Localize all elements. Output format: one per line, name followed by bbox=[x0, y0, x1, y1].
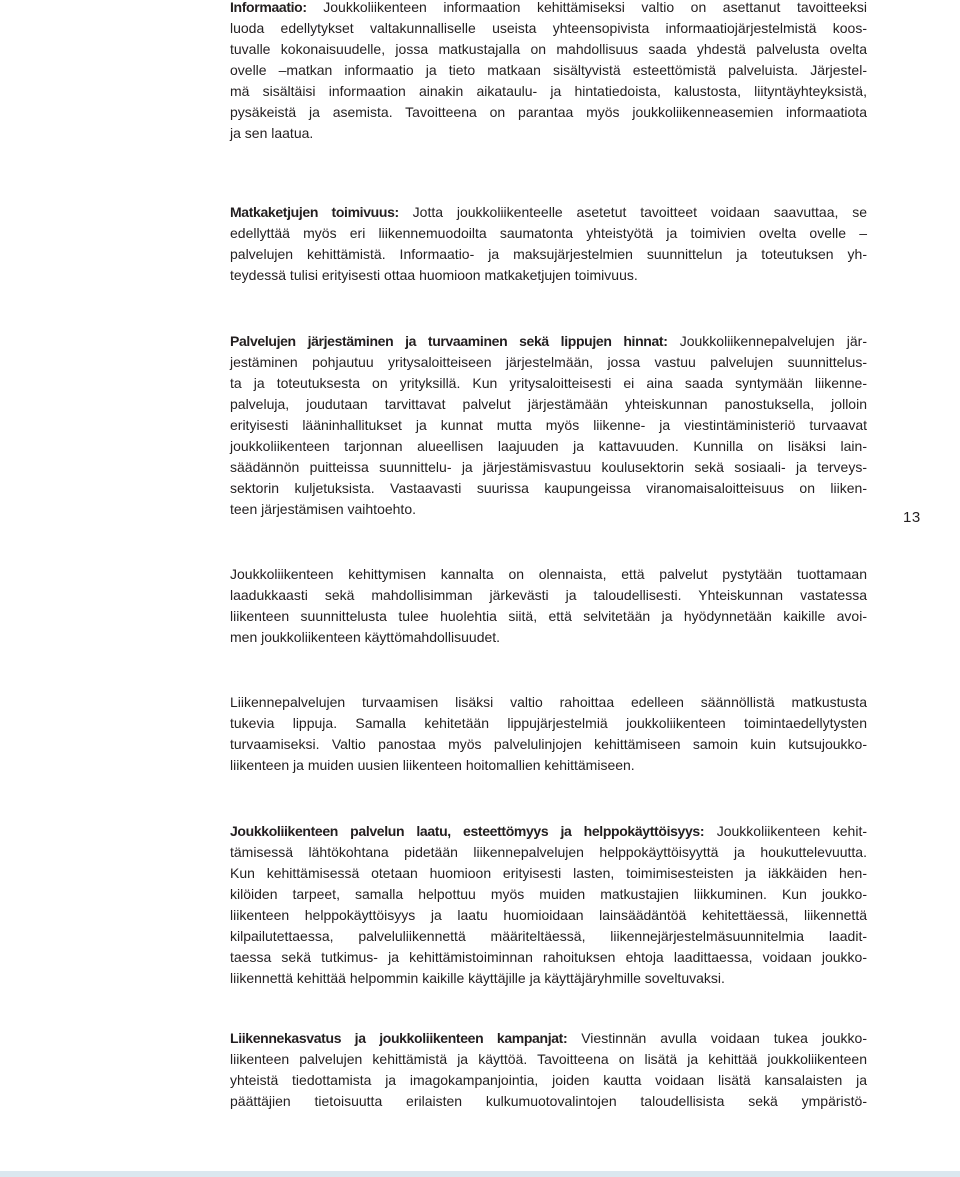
paragraph-heading: Palvelujen järjestäminen ja turvaaminen sekä lippujen hinnat: bbox=[230, 333, 668, 349]
line-text: Kun kehittämisessä otetaan huomioon erityisesti lasten, toimimisesteisten ja iäkkäiden hen- bbox=[230, 865, 867, 881]
line-text: teen järjestämisen vaihtoehto. bbox=[230, 501, 416, 517]
text-line-content bbox=[230, 907, 867, 923]
line-text: joukkoliikenteen tarjonnan alueellisen laajuuden ja kattavuuden. Kunnilla on lisäksi lain- bbox=[230, 438, 867, 454]
text-line bbox=[230, 123, 867, 144]
line-text: palveluja, joudutaan tarvittavat palvelut järjestämään yhteiskunnan panostuksella, jolloin bbox=[230, 396, 867, 412]
text-line bbox=[230, 1070, 867, 1091]
text-line bbox=[230, 606, 867, 627]
text-line-content bbox=[230, 970, 725, 986]
text-line-content bbox=[230, 823, 867, 839]
line-text: ja sen laatua. bbox=[230, 125, 314, 141]
page-number: 13 bbox=[903, 509, 921, 526]
text-line-content bbox=[230, 417, 867, 433]
line-text: liikenteen helppokäyttöisyys ja laatu huomioidaan lainsäädäntöä kehitettäessä, liikennettä bbox=[230, 907, 867, 923]
text-line bbox=[230, 331, 867, 352]
line-text: kilöiden tarpeet, samalla helpottuu myös muiden matkustajien liikkuminen. Kun joukko- bbox=[230, 886, 867, 902]
text-line bbox=[230, 884, 867, 905]
line-text: taessa sekä tutkimus- ja kehittämistoiminnan rahoituksen ehtoja laadittaessa, voidaan joukko- bbox=[230, 949, 867, 965]
line-text: turvaamiseksi. Valtio panostaa myös palvelulinjojen kehittämiseen samoin kuin kutsujoukko- bbox=[230, 736, 867, 752]
text-line bbox=[230, 863, 867, 884]
line-text: liikenteen ja muiden uusien liikenteen hoitomallien kehittämiseen. bbox=[230, 757, 635, 773]
text-line bbox=[230, 627, 867, 648]
text-line-content bbox=[230, 225, 867, 241]
text-line-content bbox=[230, 267, 638, 283]
line-text: teydessä tulisi erityisesti ottaa huomioon matkaketjujen toimivuus. bbox=[230, 267, 638, 283]
text-line bbox=[230, 1028, 867, 1049]
paragraph bbox=[230, 0, 867, 144]
text-line bbox=[230, 457, 867, 478]
text-line bbox=[230, 436, 867, 457]
text-line-content bbox=[230, 1030, 867, 1046]
text-line-content bbox=[230, 715, 867, 731]
text-line-content bbox=[230, 459, 867, 475]
text-line-content bbox=[230, 41, 867, 57]
paragraph bbox=[230, 202, 867, 286]
line-text: luoda edellytykset valtakunnalliselle useista yhteensopivista informaatiojärjestelmistä koos- bbox=[230, 20, 867, 36]
text-line-content bbox=[230, 375, 867, 391]
paragraph-heading: Liikennekasvatus ja joukkoliikenteen kampanjat: bbox=[230, 1030, 568, 1046]
text-line bbox=[230, 499, 867, 520]
text-line bbox=[230, 60, 867, 81]
line-text: liikennettä kehittää helpommin kaikille käyttäjille ja käyttäjäryhmille soveltuvaksi. bbox=[230, 970, 725, 986]
text-line bbox=[230, 81, 867, 102]
text-line-content bbox=[230, 438, 867, 454]
text-line-content bbox=[230, 246, 867, 262]
text-line-content bbox=[230, 694, 867, 710]
paragraph-heading: Joukkoliikenteen palvelun laatu, esteettömyys ja helppokäyttöisyys: bbox=[230, 823, 705, 839]
text-line-content bbox=[230, 0, 867, 15]
text-line-content bbox=[230, 757, 635, 773]
text-line bbox=[230, 585, 867, 606]
paragraph bbox=[230, 331, 867, 520]
line-text: Joukkoliikenteen informaation kehittämiseksi valtio on asettanut tavoitteeksi bbox=[323, 0, 867, 15]
text-line-content bbox=[230, 396, 867, 412]
line-text: päättäjien tietoisuutta erilaisten kulkumuotovalintojen taloudellisista sekä ympäristö- bbox=[230, 1093, 867, 1109]
text-line bbox=[230, 968, 867, 989]
text-line bbox=[230, 373, 867, 394]
line-text: liikenteen suunnittelusta tulee huolehtia siitä, että selvitetään ja hyödynnetään kaikille avoi- bbox=[230, 608, 867, 624]
text-line-content bbox=[230, 1093, 867, 1109]
line-text: Jotta joukkoliikenteelle asetetut tavoitteet voidaan saavuttaa, se bbox=[412, 204, 867, 220]
text-line bbox=[230, 755, 867, 776]
text-line-content bbox=[230, 354, 867, 370]
footer-strip bbox=[0, 1171, 960, 1177]
text-line bbox=[230, 39, 867, 60]
line-text: jestäminen pohjautuu yritysaloitteiseen järjestelmään, jossa vastuu palvelujen suunnittelus- bbox=[230, 354, 867, 370]
text-line-content bbox=[230, 587, 867, 603]
text-line-content bbox=[230, 480, 867, 496]
line-text: Joukkoliikennepalvelujen jär- bbox=[679, 333, 867, 349]
text-line bbox=[230, 905, 867, 926]
text-line bbox=[230, 394, 867, 415]
paragraph bbox=[230, 821, 867, 989]
text-line bbox=[230, 265, 867, 286]
text-line-content bbox=[230, 333, 867, 349]
text-line bbox=[230, 202, 867, 223]
paragraph bbox=[230, 692, 867, 776]
text-line bbox=[230, 842, 867, 863]
text-line-content bbox=[230, 104, 867, 120]
text-line-content bbox=[230, 886, 867, 902]
line-text: yhteistä tiedottamista ja imagokampanjointia, joiden kautta voidaan lisätä kansalaisten ja bbox=[230, 1072, 867, 1088]
line-text: sektorin kuljetuksista. Vastaavasti suurissa kaupungeissa viranomaisaloitteisuus on liiken- bbox=[230, 480, 867, 496]
line-text: Joukkoliikenteen kehit- bbox=[716, 823, 867, 839]
text-line bbox=[230, 947, 867, 968]
line-text: laadukkaasti sekä mahdollisimman järkevästi ja taloudellisesti. Yhteiskunnan vastatessa bbox=[230, 587, 867, 603]
text-line-content bbox=[230, 204, 867, 220]
line-text: erityisesti lääninhallitukset ja kunnat mutta myös liikenne- ja viestintäministeriö turvaavat bbox=[230, 417, 867, 433]
text-line bbox=[230, 1091, 867, 1112]
line-text: kilpailutettaessa, palveluliikennettä määriteltäessä, liikennejärjestelmäsuunnitelmia laadit- bbox=[230, 928, 867, 944]
line-text: liikenteen palvelujen kehittämistä ja käyttöä. Tavoitteena on lisätä ja kehittää joukkoliikenteen bbox=[230, 1051, 867, 1067]
text-line bbox=[230, 926, 867, 947]
line-text: men joukkoliikenteen käyttömahdollisuudet. bbox=[230, 629, 501, 645]
text-line-content bbox=[230, 1072, 867, 1088]
line-text: tuvalle kokonaisuudelle, jossa matkustajalla on mahdollisuus saada yhdestä palvelusta ovelta bbox=[230, 41, 867, 57]
text-line bbox=[230, 564, 867, 585]
line-text: tämisessä lähtökohtana pidetään liikennepalvelujen helppokäyttöisyyttä ja houkuttelevuutta. bbox=[230, 844, 867, 860]
text-line-content bbox=[230, 62, 867, 78]
line-text: ovelle –matkan informaatio ja tieto matkaan sisältyvistä esteettömistä palveluista. Järjestel- bbox=[230, 62, 867, 78]
text-line bbox=[230, 1049, 867, 1070]
line-text: mä sisältäisi informaation ainakin aikataulu- ja hintatiedoista, kalustosta, liityntäyhteyksistä, bbox=[230, 83, 867, 99]
text-line-content bbox=[230, 949, 867, 965]
text-line-content bbox=[230, 20, 867, 36]
text-line bbox=[230, 713, 867, 734]
text-line-content bbox=[230, 83, 867, 99]
text-line-content bbox=[230, 736, 867, 752]
line-text: Liikennepalvelujen turvaamisen lisäksi valtio rahoittaa edelleen säännöllistä matkustusta bbox=[230, 694, 867, 710]
text-line-content bbox=[230, 865, 867, 881]
text-line-content bbox=[230, 566, 867, 582]
text-line bbox=[230, 478, 867, 499]
line-text: palvelujen kehittämistä. Informaatio- ja maksujärjestelmien suunnittelun ja toteutuksen yh- bbox=[230, 246, 867, 262]
line-text: Viestinnän avulla voidaan tukea joukko- bbox=[581, 1030, 867, 1046]
line-text: tukevia lippuja. Samalla kehitetään lippujärjestelmiä joukkoliikenteen toimintaedellytysten bbox=[230, 715, 867, 731]
text-line bbox=[230, 821, 867, 842]
text-line-content bbox=[230, 844, 867, 860]
text-line bbox=[230, 692, 867, 713]
line-text: pysäkeistä ja asemista. Tavoitteena on parantaa myös joukkoliikenneasemien informaatiota bbox=[230, 104, 867, 120]
text-line bbox=[230, 0, 867, 18]
line-text: säädännön puitteissa suunnittelu- ja järjestämisvastuu koulusektorin sekä sosiaali- ja terveys- bbox=[230, 459, 867, 475]
text-line-content bbox=[230, 125, 313, 141]
text-line bbox=[230, 352, 867, 373]
paragraph bbox=[230, 564, 867, 648]
paragraph-heading: Informaatio: bbox=[230, 0, 307, 15]
line-text: ta ja toteutuksesta on yrityksillä. Kun yritysaloitteisesti ei aina saada syntymään liikenne- bbox=[230, 375, 867, 391]
paragraph bbox=[230, 1028, 867, 1112]
text-line bbox=[230, 415, 867, 436]
text-line bbox=[230, 244, 867, 265]
line-text: Joukkoliikenteen kehittymisen kannalta on olennaista, että palvelut pystytään tuottamaan bbox=[230, 566, 867, 582]
text-line bbox=[230, 223, 867, 244]
text-line bbox=[230, 18, 867, 39]
text-line-content bbox=[230, 501, 416, 517]
text-line-content bbox=[230, 608, 867, 624]
paragraph-heading: Matkaketjujen toimivuus: bbox=[230, 204, 399, 220]
text-line bbox=[230, 734, 867, 755]
line-text: edellyttää myös eri liikennemuodoilta saumatonta yhteistyötä ja toimivien ovelta ovelle – bbox=[230, 225, 867, 241]
text-line-content bbox=[230, 629, 500, 645]
text-line bbox=[230, 102, 867, 123]
text-line-content bbox=[230, 1051, 867, 1067]
text-line-content bbox=[230, 928, 867, 944]
